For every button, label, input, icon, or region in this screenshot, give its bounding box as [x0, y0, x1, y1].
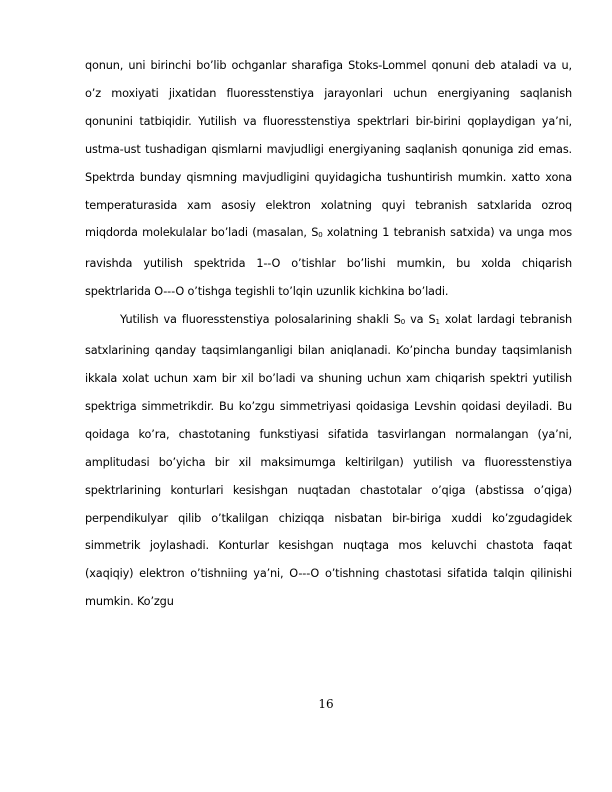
paragraph-stokes-lommel-law: [85, 52, 572, 306]
subscript-s0: 0: [400, 318, 406, 327]
paragraph-2-text-1: Yutilish va fluoresstenstiya polosalarining shakli S: [120, 313, 401, 327]
paragraph-levshin-rule: [85, 306, 572, 616]
paragraph-1-text-2: xolatning 1 tebranish satxida) va unga mos ravishda yutilish spektrida 1--O o’tishlar bo’lishi mumkin, bu xolda chiqarish spektrlarida O---O o’tishga tegishli to’lqin uzunlik kichkina bo’ladi.: [85, 226, 572, 299]
page-body: [85, 52, 572, 616]
subscript-s1: 1: [435, 318, 440, 327]
paragraph-1-text-1: qonun, uni birinchi bo’lib ochganlar sharafiga Stoks-Lommel qonuni deb ataladi va u, o’z moxiyati jixatidan fluoresstenstiya jarayonlari uchun energiyaning saqlanish qonunini tatbiqidir. Yutilish va fluoresstenstiya spektrlari bir-birini qoplaydigan ya’ni, ustma-ust tushadigan qismlarni mavjudligi energiyaning saqlanish qonuniga zid emas. Spektrda bunday qismning mavjudligini quyidagicha tushuntirish mumkin. xatto xona temperaturasida xam asosiy elektron xolatning quyi tebranish satxlarida ozroq miqdorda molekulalar bo’ladi (masalan, S: [85, 59, 572, 240]
subscript-s0: 0: [318, 231, 323, 240]
paragraph-2-text-3: xolat lardagi tebranish satxlarining qanday taqsimlanganligi bilan aniqlanadi. Ko’pincha bunday taqsimlanish ikkala xolat uchun xam bir xil bo’ladi va shuning uchun xam chiqarish spektri yutilish spektriga simmetrikdir. Bu ko’zgu simmetriyasi qoidasiga Levshin qoidasi deyiladi. Bu qoidaga ko’ra, chastotaning funkstiyasi sifatida tasvirlangan normalangan (ya’ni, amplitudasi bo’yicha bir xil maksimumga keltirilgan) yutilish va fluoresstenstiya spektrlarining konturlari kesishgan nuqtadan chastotalar o’qiga (abstissa o’qiga) perpendikulyar qilib o’tkalilgan chiziqqa nisbatan bir-biriga xuddi ko’zgudagidek simmetrik joylashadi. Konturlar kesishgan nuqtaga mos keluvchi chastota faqat (xaqiqiy) elektron o’tishniing ya’ni, O---O o’tishning chastotasi sifatida talqin qilinishi mumkin. Ko’zgu: [85, 313, 572, 609]
paragraph-2-text-2: va S: [405, 313, 436, 327]
page-number: 16: [318, 697, 334, 711]
